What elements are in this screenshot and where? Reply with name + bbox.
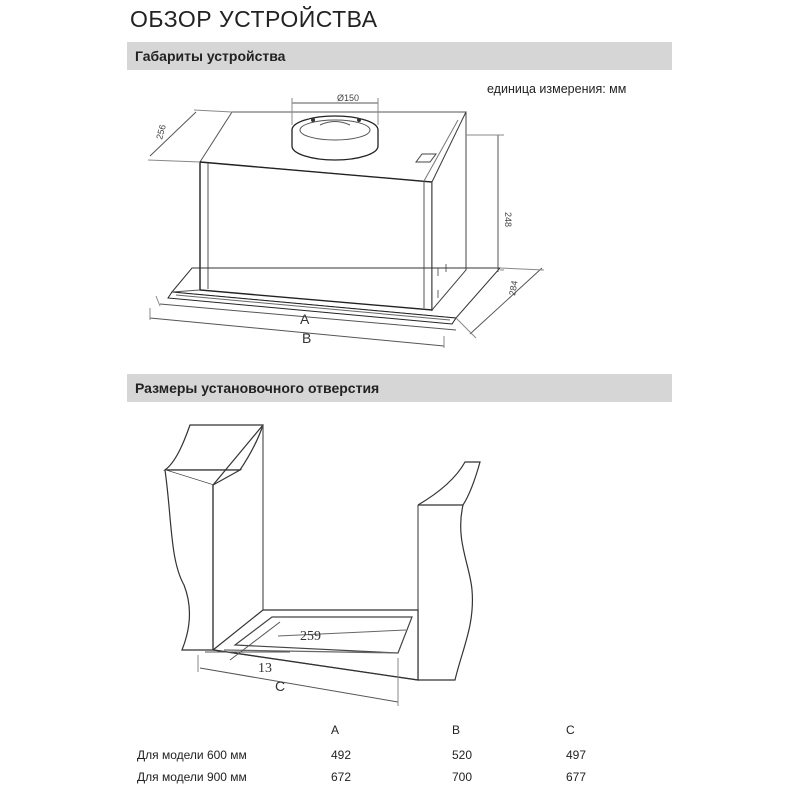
table-header-c: C	[566, 723, 575, 737]
table-row-model: Для модели 600 мм	[137, 748, 247, 762]
label-b: B	[302, 330, 312, 346]
table-row-model: Для модели 900 мм	[137, 770, 247, 784]
height-label: 248	[503, 212, 513, 228]
label-a: A	[300, 311, 310, 327]
cutout-offset-label: 13	[258, 661, 272, 676]
table-cell: 672	[331, 770, 352, 784]
table-cell: 492	[331, 748, 352, 762]
unit-note: единица измерения: мм	[487, 82, 627, 96]
section-header-dimensions-label: Габариты устройства	[135, 48, 286, 64]
table-header-a: A	[331, 723, 340, 737]
table-cell: 677	[566, 770, 587, 784]
page-title: ОБЗОР УСТРОЙСТВА	[130, 6, 378, 32]
section-header-cutout-label: Размеры установочного отверстия	[135, 380, 380, 396]
side-width-label: 284	[507, 279, 520, 297]
label-c: C	[275, 678, 286, 694]
table-header-b: B	[452, 723, 461, 737]
table-cell: 497	[566, 748, 587, 762]
cutout-depth-label: 259	[300, 629, 321, 644]
depth-label: 256	[154, 123, 168, 141]
diameter-label: Ø150	[337, 93, 360, 103]
table-cell: 520	[452, 748, 473, 762]
table-cell: 700	[452, 770, 473, 784]
